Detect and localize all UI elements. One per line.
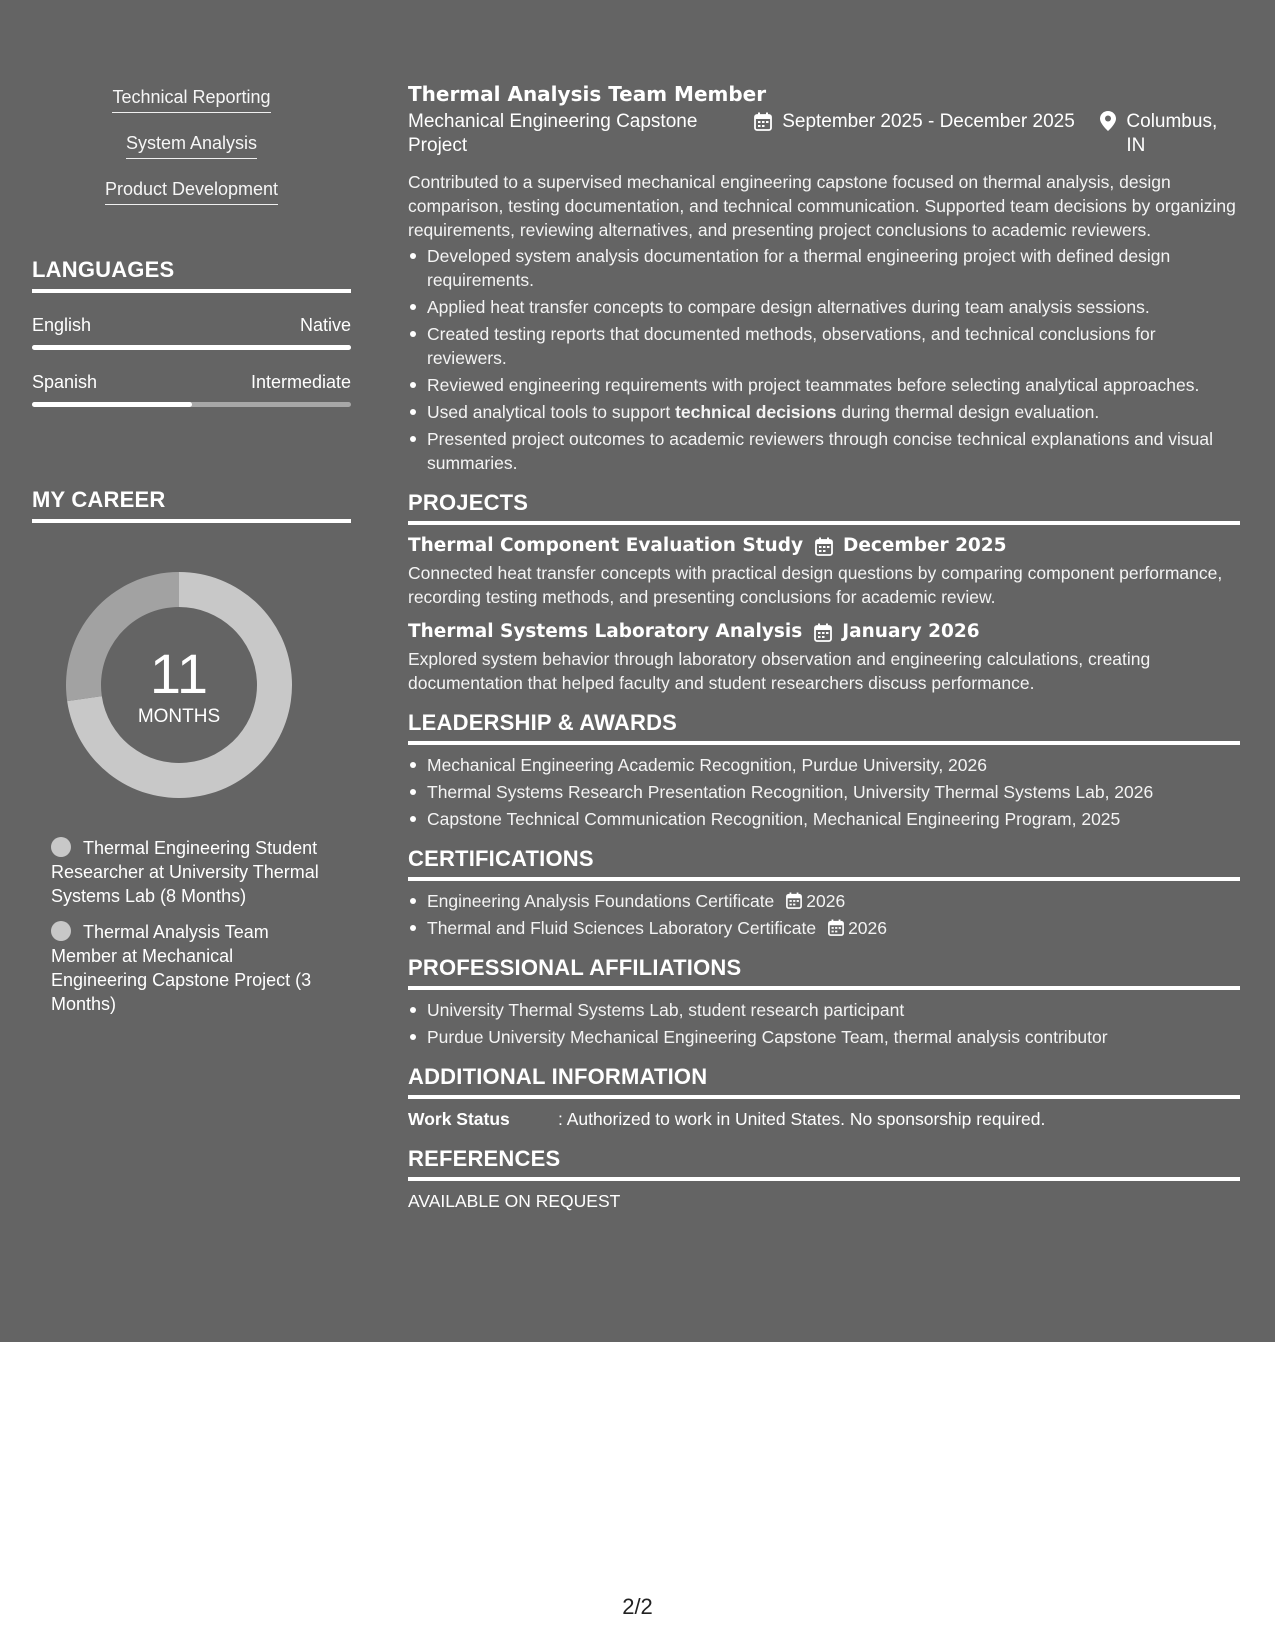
- skills-list: [32, 84, 351, 222]
- legend-dot-icon: [51, 921, 71, 941]
- job-summary: Contributed to a supervised mechanical engineering capstone focused on thermal analysis, design comparison, testing documentation, and technical communication. Supported team decisions by organizing requirements, reviewing alternatives, and presenting project conclusions to academic reviewers.: [408, 172, 1236, 240]
- job-meta: [408, 110, 1240, 158]
- job-dates-text: September 2025 - December 2025: [782, 111, 1075, 132]
- project-description: Connected heat transfer concepts with practical design questions by comparing component performance, recording testing methods, and presenting conclusions for academic review.: [408, 563, 1223, 607]
- bullet-text: Used analytical tools to support: [427, 402, 676, 422]
- job-title: Thermal Analysis Team Member: [408, 82, 767, 106]
- career-heading: MY CAREER: [32, 487, 351, 523]
- project-date: December 2025: [843, 535, 1007, 556]
- calendar-icon: [786, 892, 802, 909]
- job-bullet: Presented project outcomes to academic reviewers through concise technical explanations and visual summaries.: [408, 427, 1240, 475]
- career-item: [51, 836, 331, 908]
- references-heading: REFERENCES: [408, 1145, 1240, 1181]
- work-status-row: [408, 1107, 1240, 1131]
- leadership-item: Capstone Technical Communication Recognition, Mechanical Engineering Program, 2025: [408, 807, 1240, 831]
- job-organization: Mechanical Engineering Capstone Project: [408, 111, 698, 156]
- language-spanish: [32, 372, 351, 407]
- certifications-list: [408, 889, 1240, 940]
- calendar-icon: [814, 623, 832, 642]
- job-bullet: [408, 400, 1240, 424]
- additional-info-heading: ADDITIONAL INFORMATION: [408, 1063, 1240, 1099]
- sidebar: [32, 84, 351, 523]
- language-bar-fill: [32, 345, 351, 350]
- work-status-value: : Authorized to work in United States. No sponsorship required.: [558, 1109, 1046, 1129]
- career-item: [51, 920, 331, 1016]
- certification-year: 2026: [848, 918, 888, 938]
- skill-item: System Analysis: [126, 130, 257, 159]
- project-name: Thermal Systems Laboratory Analysis: [408, 621, 803, 642]
- bullet-bold-text: technical decisions: [675, 402, 837, 422]
- career-donut-chart: [66, 572, 292, 798]
- leadership-item: Mechanical Engineering Academic Recognition, Purdue University, 2026: [408, 753, 1240, 777]
- career-item-text: Thermal Analysis Team Member at Mechanical Engineering Capstone Project (3 Months): [51, 922, 312, 1014]
- calendar-icon: [815, 537, 833, 556]
- certifications-heading: CERTIFICATIONS: [408, 845, 1240, 881]
- leadership-list: [408, 753, 1240, 831]
- certification-item: [408, 889, 1240, 913]
- location-pin-icon: [1100, 111, 1116, 131]
- main-content: [408, 80, 1240, 1213]
- language-level: Intermediate: [250, 372, 351, 392]
- languages-heading: LANGUAGES: [32, 257, 351, 293]
- career-legend: [51, 836, 331, 1028]
- leadership-item: Thermal Systems Research Presentation Recognition, University Thermal Systems Lab, 2026: [408, 780, 1240, 804]
- job-bullets: [408, 244, 1240, 475]
- job-bullet: Applied heat transfer concepts to compare design alternatives during team analysis sessions.: [408, 295, 1240, 319]
- leadership-heading: LEADERSHIP & AWARDS: [408, 709, 1240, 745]
- career-total-months: 11: [149, 642, 209, 705]
- language-bar: [32, 345, 351, 350]
- language-level: Native: [299, 315, 351, 335]
- language-name: English: [32, 315, 92, 335]
- language-english: [32, 315, 351, 350]
- language-name: Spanish: [32, 372, 98, 392]
- certification-name: Engineering Analysis Foundations Certificate: [427, 891, 775, 911]
- certification-item: [408, 916, 1240, 940]
- project-item: [408, 619, 1240, 695]
- project-date: January 2026: [842, 621, 980, 642]
- page-number: 2/2: [622, 1594, 653, 1619]
- projects-heading: PROJECTS: [408, 489, 1240, 525]
- affiliations-heading: PROFESSIONAL AFFILIATIONS: [408, 954, 1240, 990]
- career-item-text: Thermal Engineering Student Researcher at University Thermal Systems Lab (8 Months): [51, 838, 319, 906]
- career-total-unit: MONTHS: [137, 706, 221, 727]
- job-location: [1100, 110, 1240, 158]
- references-text: AVAILABLE ON REQUEST: [408, 1191, 621, 1211]
- calendar-icon: [828, 919, 844, 936]
- work-status-label: Work Status: [408, 1109, 510, 1129]
- skill-item: Technical Reporting: [112, 84, 270, 113]
- affiliation-item: Purdue University Mechanical Engineering Capstone Team, thermal analysis contributor: [408, 1025, 1240, 1049]
- bullet-text: during thermal design evaluation.: [836, 402, 1100, 422]
- job-bullet: Developed system analysis documentation for a thermal engineering project with defined design requirements.: [408, 244, 1240, 292]
- calendar-icon: [754, 112, 772, 131]
- project-item: [408, 533, 1240, 609]
- job-bullet: Reviewed engineering requirements with project teammates before selecting analytical approaches.: [408, 373, 1240, 397]
- project-description: Explored system behavior through laboratory observation and engineering calculations, creating documentation that helped faculty and student researchers discuss performance.: [408, 649, 1151, 693]
- job-location-text: Columbus, IN: [1126, 111, 1218, 156]
- project-name: Thermal Component Evaluation Study: [408, 535, 804, 556]
- legend-dot-icon: [51, 837, 71, 857]
- language-bar: [32, 402, 351, 407]
- job-dates: [754, 110, 1100, 158]
- affiliation-item: University Thermal Systems Lab, student research participant: [408, 998, 1240, 1022]
- job-bullet: Created testing reports that documented methods, observations, and technical conclusions for reviewers.: [408, 322, 1240, 370]
- affiliations-list: [408, 998, 1240, 1049]
- certification-year: 2026: [806, 891, 846, 911]
- certification-name: Thermal and Fluid Sciences Laboratory Certificate: [427, 918, 817, 938]
- language-bar-fill: [32, 402, 192, 407]
- skill-item: Product Development: [105, 176, 278, 205]
